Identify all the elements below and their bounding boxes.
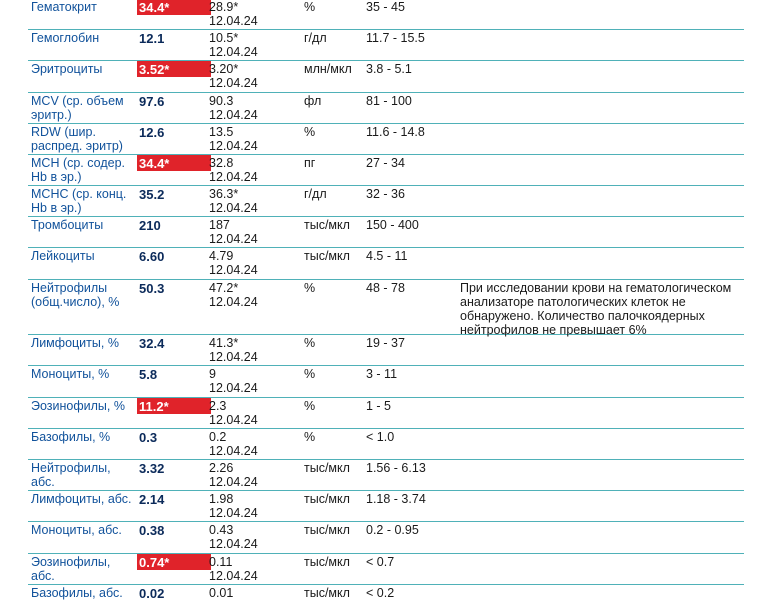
table-row	[28, 247, 744, 280]
previous-result	[209, 125, 301, 153]
test-name	[31, 187, 136, 215]
result-value: 50.3	[139, 281, 165, 296]
previous-result	[209, 0, 301, 28]
test-name	[31, 125, 136, 153]
test-name	[31, 336, 136, 350]
previous-result	[209, 555, 301, 583]
previous-result	[209, 281, 301, 309]
previous-result	[209, 187, 301, 215]
previous-result	[209, 218, 301, 246]
previous-date: 12.04.24	[209, 232, 258, 246]
previous-value: 9	[209, 367, 216, 381]
previous-result	[209, 336, 301, 364]
reference-range: 1 - 5	[366, 399, 392, 413]
test-name-line: Базофилы, абс.	[31, 586, 123, 600]
previous-date: 12.04.24	[209, 537, 258, 551]
test-name	[31, 586, 136, 600]
previous-result	[209, 523, 301, 551]
test-name-line: Hb в эр.)	[31, 201, 82, 215]
table-row	[28, 490, 744, 522]
previous-value: 0.43	[209, 523, 234, 537]
previous-date: 12.04.24	[209, 475, 258, 489]
result-value: 32.4	[139, 336, 165, 351]
test-name-line: Эозинофилы,	[31, 555, 111, 569]
unit: тыс/мкл	[304, 523, 350, 537]
reference-range: 11.7 - 15.5	[366, 31, 425, 45]
abnormal-value: 3.52*	[137, 61, 211, 77]
previous-date: 12.04.24	[209, 381, 258, 395]
test-name-line: Моноциты, %	[31, 367, 110, 381]
unit: пг	[304, 156, 316, 170]
test-name-line: Гематокрит	[31, 0, 97, 14]
previous-value: 47.2*	[209, 281, 239, 295]
unit: %	[304, 336, 316, 350]
result-value: 6.60	[139, 249, 165, 264]
reference-range: 48 - 78	[366, 281, 405, 295]
test-name	[31, 94, 136, 122]
unit: фл	[304, 94, 322, 108]
previous-date: 12.04.24	[209, 350, 258, 364]
test-name-line: RDW (шир.	[31, 125, 96, 139]
unit: %	[304, 367, 316, 381]
test-name-line: (общ.число), %	[31, 295, 120, 309]
test-name-line: Нейтрофилы,	[31, 461, 111, 475]
table-row	[28, 279, 744, 335]
abnormal-value: 34.4*	[137, 0, 211, 15]
previous-value: 1.98	[209, 492, 234, 506]
test-name	[31, 281, 136, 309]
previous-result	[209, 461, 301, 489]
previous-date: 12.04.24	[209, 76, 258, 90]
previous-result	[209, 31, 301, 59]
abnormal-value: 0.74*	[137, 554, 211, 570]
comment-line: обнаружено. Количество палочкоядерных	[460, 309, 705, 323]
comment	[460, 281, 750, 337]
reference-range: 150 - 400	[366, 218, 419, 232]
reference-range: 1.56 - 6.13	[366, 461, 426, 475]
test-name-line: Тромбоциты	[31, 218, 104, 232]
result-value: 97.6	[139, 94, 165, 109]
previous-date: 12.04.24	[209, 45, 258, 59]
unit: тыс/мкл	[304, 461, 350, 475]
unit: тыс/мкл	[304, 249, 350, 263]
table-row	[28, 584, 744, 600]
previous-value: 2.3	[209, 399, 227, 413]
test-name-line: MCHC (ср. конц.	[31, 187, 127, 201]
test-name	[31, 399, 136, 413]
table-row	[28, 0, 744, 30]
reference-range: 1.18 - 3.74	[366, 492, 426, 506]
table-row	[28, 154, 744, 186]
reference-range: 27 - 34	[366, 156, 405, 170]
previous-result	[209, 62, 301, 90]
unit: тыс/мкл	[304, 555, 350, 569]
previous-date: 12.04.24	[209, 295, 258, 309]
test-name	[31, 31, 136, 45]
unit: тыс/мкл	[304, 492, 350, 506]
previous-value: 41.3*	[209, 336, 239, 350]
test-name	[31, 367, 136, 381]
test-name-line: Лимфоциты, абс.	[31, 492, 132, 506]
table-row	[28, 216, 744, 248]
table-row	[28, 92, 744, 124]
reference-range: 3.8 - 5.1	[366, 62, 412, 76]
table-row	[28, 123, 744, 155]
test-name	[31, 523, 136, 537]
previous-value: 0.2	[209, 430, 227, 444]
previous-date: 12.04.24	[209, 14, 258, 28]
test-name	[31, 156, 136, 184]
test-name-line: Hb в эр.)	[31, 170, 82, 184]
previous-date: 12.04.24	[209, 263, 258, 277]
test-name-line: Базофилы, %	[31, 430, 111, 444]
reference-range: < 0.2	[366, 586, 395, 600]
previous-value: 0.11	[209, 555, 233, 569]
result-value: 12.6	[139, 125, 165, 140]
test-name	[31, 0, 136, 14]
test-name-line: MCV (ср. объем	[31, 94, 124, 108]
reference-range: 3 - 11	[366, 367, 398, 381]
unit: %	[304, 430, 316, 444]
previous-value: 187	[209, 218, 230, 232]
test-name-line: Нейтрофилы	[31, 281, 108, 295]
unit: %	[304, 125, 316, 139]
comment-line: При исследовании крови на гематологическом	[460, 281, 732, 295]
previous-value: 28.9*	[209, 0, 239, 14]
test-name	[31, 461, 136, 489]
unit: %	[304, 0, 316, 14]
test-name	[31, 555, 136, 583]
previous-value: 13.5	[209, 125, 234, 139]
result-value: 210	[139, 218, 161, 233]
comment-line: нейтрофилов не превышает 6%	[460, 323, 647, 337]
reference-range: 81 - 100	[366, 94, 412, 108]
table-row	[28, 365, 744, 398]
previous-result	[209, 94, 301, 122]
test-name-line: эритр.)	[31, 108, 72, 122]
unit: %	[304, 399, 316, 413]
test-name	[31, 249, 136, 263]
test-name-line: Лимфоциты, %	[31, 336, 119, 350]
reference-range: 4.5 - 11	[366, 249, 408, 263]
result-value: 35.2	[139, 187, 165, 202]
test-name	[31, 62, 136, 76]
result-value: 0.3	[139, 430, 158, 445]
test-name-line: абс.	[31, 569, 55, 583]
result-value: 0.38	[139, 523, 165, 538]
table-row	[28, 185, 744, 217]
test-name-line: распред. эритр)	[31, 139, 123, 153]
unit: тыс/мкл	[304, 218, 350, 232]
comment-line: анализаторе патологических клеток не	[460, 295, 686, 309]
unit: г/дл	[304, 31, 327, 45]
previous-date: 12.04.24	[209, 170, 258, 184]
table-row	[28, 397, 744, 429]
reference-range: 11.6 - 14.8	[366, 125, 425, 139]
table-row	[28, 459, 744, 491]
previous-date: 12.04.24	[209, 444, 258, 458]
table-row	[28, 521, 744, 554]
result-value: 3.32	[139, 461, 165, 476]
previous-result	[209, 586, 301, 600]
unit: млн/мкл	[304, 62, 352, 76]
test-name-line: Гемоглобин	[31, 31, 100, 45]
previous-result	[209, 399, 301, 427]
previous-date: 12.04.24	[209, 139, 258, 153]
abnormal-value: 34.4*	[137, 155, 211, 171]
test-name-line: MCH (ср. содер.	[31, 156, 125, 170]
previous-date: 12.04.24	[209, 413, 258, 427]
test-name-line: абс.	[31, 475, 55, 489]
test-name	[31, 430, 136, 444]
reference-range: 35 - 45	[366, 0, 405, 14]
reference-range: 32 - 36	[366, 187, 405, 201]
result-value: 5.8	[139, 367, 158, 382]
previous-value: 90.3	[209, 94, 234, 108]
test-name	[31, 218, 136, 232]
test-name-line: Моноциты, абс.	[31, 523, 122, 537]
test-name-line: Лейкоциты	[31, 249, 95, 263]
previous-value: 4.79	[209, 249, 234, 263]
unit: г/дл	[304, 187, 327, 201]
previous-value: 36.3*	[209, 187, 239, 201]
table-row	[28, 553, 744, 585]
previous-date: 12.04.24	[209, 201, 258, 215]
reference-range: < 1.0	[366, 430, 395, 444]
previous-value: 2.26	[209, 461, 234, 475]
table-row	[28, 60, 744, 93]
previous-date: 12.04.24	[209, 506, 258, 520]
table-row	[28, 334, 744, 366]
previous-result	[209, 492, 301, 520]
result-value: 2.14	[139, 492, 165, 507]
result-value: 12.1	[139, 31, 165, 46]
unit: %	[304, 281, 316, 295]
previous-date: 12.04.24	[209, 108, 258, 122]
result-value: 0.02	[139, 586, 165, 600]
test-name-line: Эозинофилы, %	[31, 399, 125, 413]
previous-value: 32.8	[209, 156, 234, 170]
previous-result	[209, 367, 301, 395]
previous-result	[209, 156, 301, 184]
unit: тыс/мкл	[304, 586, 350, 600]
previous-date: 12.04.24	[209, 569, 258, 583]
previous-result	[209, 430, 301, 458]
previous-value: 0.01	[209, 586, 234, 600]
test-name	[31, 492, 136, 506]
reference-range: < 0.7	[366, 555, 395, 569]
test-name-line: Эритроциты	[31, 62, 103, 76]
table-row	[28, 428, 744, 460]
reference-range: 19 - 37	[366, 336, 405, 350]
previous-value: 10.5*	[209, 31, 239, 45]
table-row	[28, 29, 744, 61]
previous-result	[209, 249, 301, 277]
abnormal-value: 11.2*	[137, 398, 211, 414]
reference-range: 0.2 - 0.95	[366, 523, 419, 537]
previous-value: 3.20*	[209, 62, 239, 76]
